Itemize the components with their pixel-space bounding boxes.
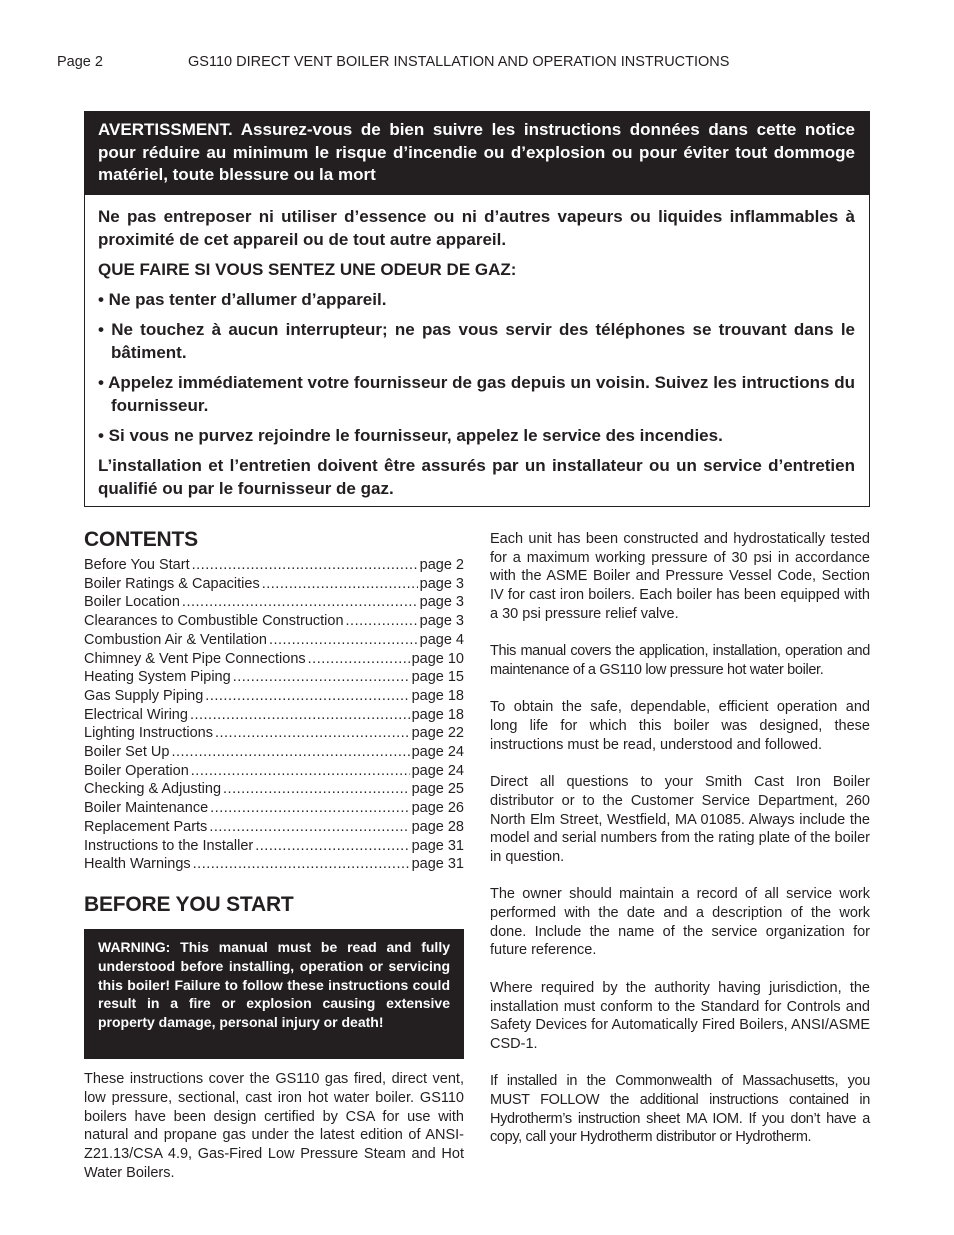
toc-item-title: Electrical Wiring <box>84 706 188 723</box>
toc-item <box>84 687 464 706</box>
page-number: Page 2 <box>57 54 103 70</box>
body-paragraph: The owner should maintain a record of all service work performed with the date and a description of the work done. Include the name of the service organization for future reference. <box>490 886 870 959</box>
toc-item-title: Replacement Parts <box>84 818 208 835</box>
toc-item <box>84 743 464 762</box>
toc-item-title: Boiler Set Up <box>84 744 170 761</box>
toc-item-title: Instructions to the Installer <box>84 837 254 854</box>
toc-item-title: Boiler Location <box>84 594 180 611</box>
contents-heading: CONTENTS <box>84 528 198 551</box>
french-warning-paragraph: Ne pas entreposer ni utiliser d’essence ou ni d’autres vapeurs ou liquides inflammables à proximité de cet appareil ou de tout autre appareil. <box>98 206 855 249</box>
toc-item <box>84 706 464 725</box>
toc-item <box>84 612 464 631</box>
french-warning-box <box>84 111 870 507</box>
french-warning-bullet: • Appelez immédiatement votre fournisseur de gas depuis un voisin. Suivez les intructions du fournisseur. <box>98 372 855 415</box>
toc-item-page: page 2 <box>419 557 464 573</box>
french-warning-subheading: QUE FAIRE SI VOUS SENTEZ UNE ODEUR DE GAZ: <box>98 259 517 279</box>
body-paragraph: Each unit has been constructed and hydrostatically tested for a maximum working pressure of 30 psi in accordance with the ASME Boiler and Pressure Vessel Code, Section IV for cast iron boilers. Each boiler has been equipped with a 30 psi pressure relief valve. <box>490 531 870 622</box>
toc-item <box>84 593 464 612</box>
french-warning-title: AVERTISSMENT. Assurez-vous de bien suivre les instructions données dans cette notice pour réduire au minimum le risque d’incendie ou d’explosion ou pour éviter tout dommoge matériel, toute blessure ou la mort <box>85 112 869 195</box>
toc-item-page: page 26 <box>411 800 464 817</box>
toc-item-page: page 31 <box>411 856 464 873</box>
toc-item-title: Before You Start <box>84 557 190 573</box>
toc-item-page: page 28 <box>411 818 464 835</box>
body-paragraph: Direct all questions to your Smith Cast Iron Boiler distributor or to the Customer Service Department, 260 North Elm Street, Westfield, MA 01085. Always include the model and serial numbers from the rating plate of the boiler in question. <box>490 774 870 865</box>
before-you-start-heading: BEFORE YOU START <box>84 893 294 916</box>
toc-item-title: Gas Supply Piping <box>84 687 204 704</box>
toc-item-page: page 3 <box>419 613 464 630</box>
toc-item <box>84 818 464 837</box>
toc-item <box>84 575 464 594</box>
toc-item-page: page 24 <box>411 744 464 761</box>
toc-item-title: Lighting Instructions <box>84 725 213 742</box>
document-title: GS110 DIRECT VENT BOILER INSTALLATION AND OPERATION INSTRUCTIONS <box>188 54 730 70</box>
right-column <box>490 530 870 1166</box>
toc-item-title: Boiler Operation <box>84 762 189 779</box>
french-warning-body <box>85 195 869 500</box>
toc-item-page: page 15 <box>411 669 464 686</box>
toc-item <box>84 837 464 856</box>
french-warning-bullet: • Ne pas tenter d’allumer d’appareil. <box>98 289 387 309</box>
intro-paragraph: These instructions cover the GS110 gas fired, direct vent, low pressure, sectional, cast iron hot water boiler. GS110 boilers have been design certified by CSA for use with natural and propane gas under the latest edition of ANSI-Z21.13/CSA 4.9, Gas-Fired Low Pressure Steam and Hot Water Boilers. <box>84 1071 464 1181</box>
toc-item <box>84 724 464 743</box>
toc-item-page: page 31 <box>411 837 464 854</box>
toc-item <box>84 762 464 781</box>
toc-item-page: page 24 <box>411 762 464 779</box>
toc-item-title: Boiler Maintenance <box>84 800 209 817</box>
toc-item-page: page 18 <box>411 706 464 723</box>
toc-item-title: Combustion Air & Ventilation <box>84 631 267 648</box>
toc-item <box>84 631 464 650</box>
toc-item-title: Checking & Adjusting <box>84 781 222 798</box>
french-warning-bullet: • Si vous ne purvez rejoindre le fournisseur, appelez le service des incendies. <box>98 425 723 445</box>
toc-item-page: page 10 <box>411 650 464 667</box>
toc-item <box>84 855 464 874</box>
body-paragraph: If installed in the Commonwealth of Massachusetts, you MUST FOLLOW the additional instructions contained in Hydrotherm’s instruction sheet MA IOM. If you don’t have a copy, call your Hydrotherm distributor or Hydrotherm. <box>490 1073 870 1146</box>
toc-item-title: Boiler Ratings & Capacities <box>84 575 260 592</box>
french-warning-bullet: • Ne touchez à aucun interrupteur; ne pas vous servir des téléphones se trouvant dans le bâtiment. <box>98 319 855 362</box>
toc-item-page: page 18 <box>411 687 464 704</box>
toc-item-title: Heating System Piping <box>84 669 231 686</box>
contents-section <box>84 528 464 874</box>
toc-item <box>84 556 464 575</box>
toc-item <box>84 780 464 799</box>
body-paragraph: Where required by the authority having jurisdiction, the installation must conform to the Standard for Controls and Safety Devices for Automatically Fired Boilers, ANSI/ASME CSD-1. <box>490 979 870 1052</box>
toc-item <box>84 650 464 669</box>
toc-item-page: page 22 <box>411 725 464 742</box>
toc-item-page: page 25 <box>411 781 464 798</box>
toc-item-title: Health Warnings <box>84 856 191 873</box>
toc-item-page: page 4 <box>419 631 464 648</box>
french-warning-paragraph: L’installation et l’entretien doivent être assurés par un installateur ou un service d’entretien qualifié ou par le fournisseur de gaz. <box>98 455 855 498</box>
toc-item-page: page 3 <box>419 575 464 592</box>
toc-item-page: page 3 <box>419 594 464 611</box>
body-paragraph: This manual covers the application, installation, operation and maintenance of a GS110 low pressure hot water boiler. <box>490 643 870 678</box>
toc-item <box>84 799 464 818</box>
toc-item-title: Chimney & Vent Pipe Connections <box>84 650 306 667</box>
toc-item <box>84 668 464 687</box>
table-of-contents <box>84 556 464 874</box>
body-paragraph: To obtain the safe, dependable, efficient operation and long life for which this boiler was designed, these instructions must be read, understood and followed. <box>490 699 870 753</box>
english-warning-box: WARNING: This manual must be read and fully understood before installing, operation or servicing this boiler! Failure to follow these instructions could result in a fire or explosion causing extensive property damage, personal injury or death! <box>84 929 464 1059</box>
toc-item-title: Clearances to Combustible Construction <box>84 613 344 630</box>
